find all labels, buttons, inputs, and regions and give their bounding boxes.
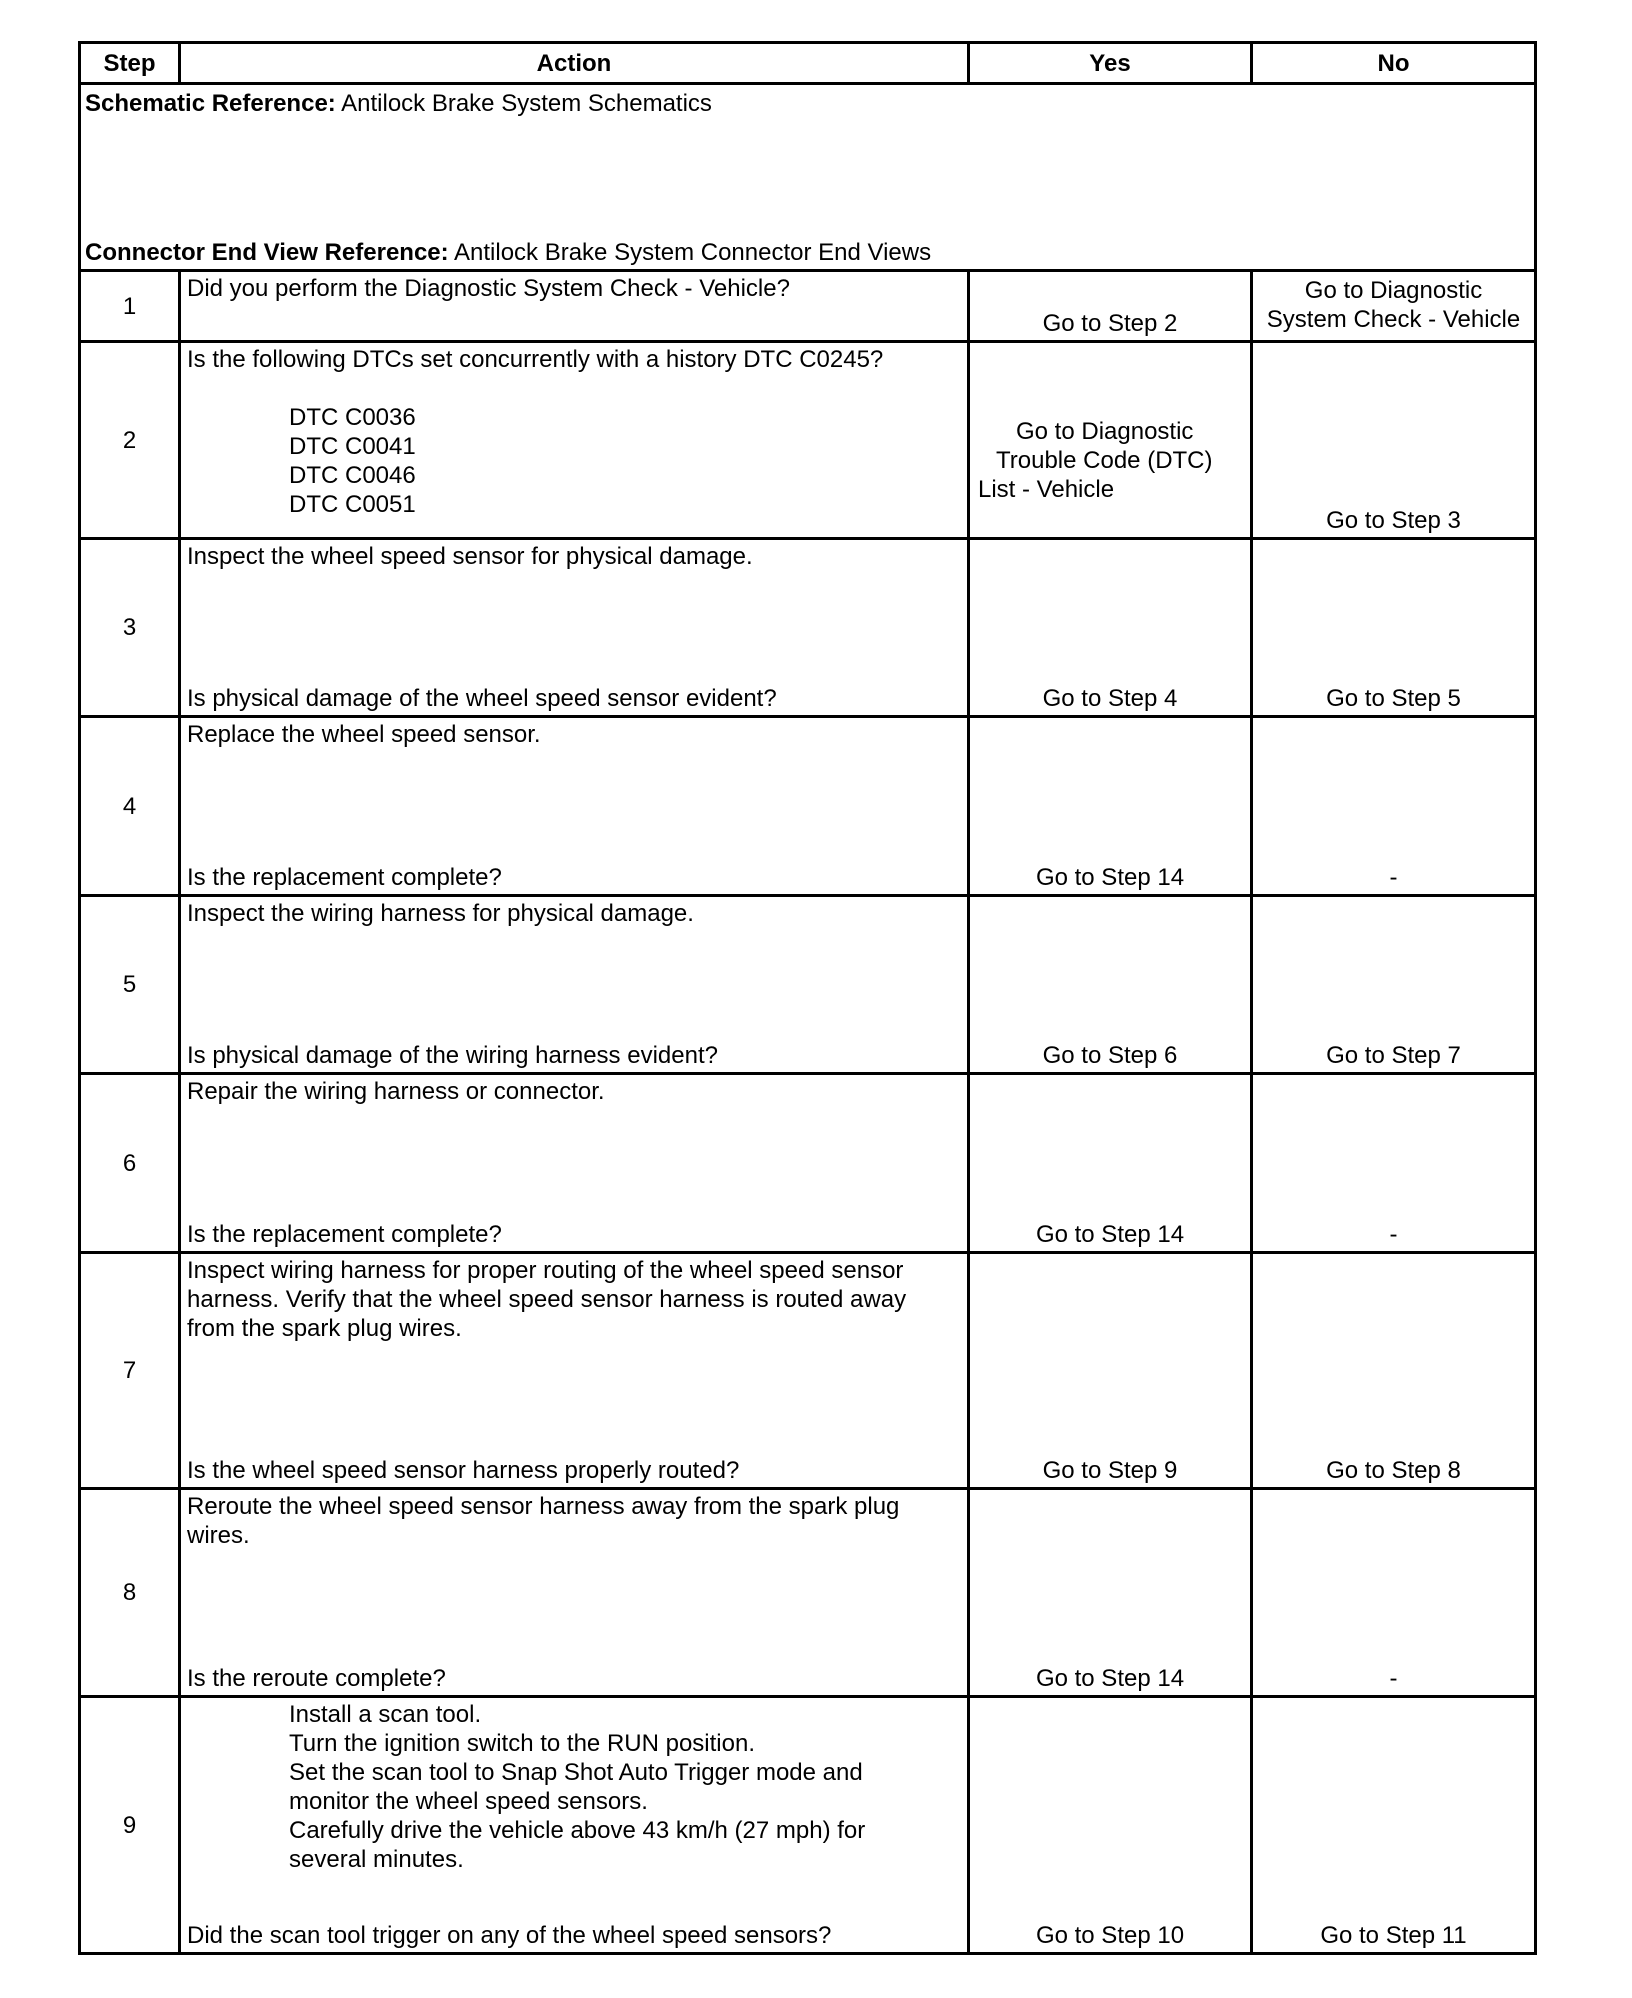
step-action [180,342,969,539]
yes-result: Go to Step 6 [1042,1042,1178,1069]
action-text: Did you perform the Diagnostic System Check - Vehicle? [187,275,790,302]
no-result [1253,276,1534,334]
yes-result: Go to Step 9 [1042,1457,1178,1484]
step-number: 4 [80,717,180,896]
step-action [180,271,969,342]
step-number: 2 [80,342,180,539]
step-action [180,717,969,896]
no-result-line: System Check - Vehicle [1266,306,1521,333]
action-line: Inspect wiring harness for proper routing of the wheel speed sensor [187,1257,904,1284]
no-cell [1252,1074,1536,1253]
action-question: Is the replacement complete? [187,1221,502,1248]
action-line: from the spark plug wires. [187,1315,462,1342]
action-line: several minutes. [289,1846,464,1873]
connector-reference [85,238,931,267]
no-cell [1252,1489,1536,1697]
dtc-list [187,403,961,519]
action-text: Inspect the wiring harness for physical damage. [187,900,694,927]
action-question: Is the wheel speed sensor harness properly routed? [187,1457,740,1484]
action-line: Install a scan tool. [289,1701,482,1728]
step-action [180,1253,969,1489]
connector-reference-value: Antilock Brake System Connector End Views [448,239,932,266]
no-result: - [1389,1665,1398,1692]
yes-cell [969,896,1252,1074]
yes-result: Go to Step 2 [1042,310,1178,337]
action-line: Carefully drive the vehicle above 43 km/h (27 mph) for [289,1817,866,1844]
yes-cell [969,1489,1252,1697]
yes-result-line: Trouble Code (DTC) [996,447,1213,474]
dtc-item: DTC C0051 [289,491,416,518]
header-step: Step [80,43,180,84]
step-row-2 [80,342,1536,539]
no-cell [1252,717,1536,896]
action-line: wires. [187,1522,250,1549]
yes-cell [969,271,1252,342]
no-cell [1252,271,1536,342]
schematic-reference-label: Schematic Reference: [85,90,336,117]
header-row [80,43,1536,84]
no-result: - [1389,864,1398,891]
yes-result: Go to Step 4 [1042,685,1178,712]
action-text: Replace the wheel speed sensor. [187,721,541,748]
reference-cell [80,84,1536,271]
no-cell [1252,539,1536,717]
action-line: monitor the wheel speed sensors. [289,1788,648,1815]
step-row-3 [80,539,1536,717]
yes-result: Go to Step 14 [1035,1665,1185,1692]
no-result-line: Go to Diagnostic [1304,277,1483,304]
action-question: Is the replacement complete? [187,864,502,891]
step-row-6 [80,1074,1536,1253]
action-question: Is the reroute complete? [187,1665,446,1692]
yes-result-line: Go to Diagnostic [1016,418,1194,445]
yes-cell [969,1253,1252,1489]
dtc-item: DTC C0046 [289,462,416,489]
action-text [187,1254,961,1343]
action-line: harness. Verify that the wheel speed sensor harness is routed away [187,1286,907,1313]
action-line: Turn the ignition switch to the RUN position. [289,1730,755,1757]
no-result: Go to Step 11 [1320,1922,1467,1949]
yes-result: Go to Step 10 [1035,1922,1185,1949]
action-text: Inspect the wheel speed sensor for physical damage. [187,543,753,570]
step-row-5 [80,896,1536,1074]
step-number: 7 [80,1253,180,1489]
no-cell [1252,1253,1536,1489]
no-result: Go to Step 7 [1326,1042,1461,1069]
step-row-8 [80,1489,1536,1697]
step-number: 5 [80,896,180,1074]
step-action [180,896,969,1074]
step-row-9 [80,1697,1536,1954]
yes-result [978,417,1238,504]
action-text [187,1490,961,1550]
no-cell [1252,1697,1536,1954]
step-action [180,1697,969,1954]
action-line: Set the scan tool to Snap Shot Auto Trigger mode and [289,1759,863,1786]
action-line: Reroute the wheel speed sensor harness away from the spark plug [187,1493,900,1520]
yes-cell [969,539,1252,717]
connector-reference-label: Connector End View Reference: [85,239,449,266]
step-action [180,1074,969,1253]
header-no: No [1252,43,1536,84]
step-number: 3 [80,539,180,717]
no-result: - [1389,1221,1398,1248]
reference-row [80,84,1536,271]
schematic-reference [85,89,712,118]
step-number: 9 [80,1697,180,1954]
yes-result-line: List - Vehicle [978,476,1115,503]
step-action [180,539,969,717]
step-row-1 [80,271,1536,342]
dtc-item: DTC C0041 [289,433,416,460]
no-result: Go to Step 8 [1326,1457,1461,1484]
step-number: 1 [80,271,180,342]
schematic-reference-value: Antilock Brake System Schematics [335,90,712,117]
header-yes: Yes [969,43,1252,84]
step-number: 8 [80,1489,180,1697]
action-question: Did the scan tool trigger on any of the wheel speed sensors? [187,1922,832,1949]
action-question: Is physical damage of the wiring harness evident? [187,1042,718,1069]
no-result: Go to Step 5 [1326,685,1461,712]
action-question: Is physical damage of the wheel speed sensor evident? [187,685,777,712]
dtc-item: DTC C0036 [289,404,416,431]
yes-cell [969,342,1252,539]
no-cell [1252,896,1536,1074]
step-row-7 [80,1253,1536,1489]
yes-result: Go to Step 14 [1035,864,1185,891]
yes-cell [969,1074,1252,1253]
header-action: Action [180,43,969,84]
action-text: Repair the wiring harness or connector. [187,1078,605,1105]
yes-cell [969,717,1252,896]
diagnostic-table [78,41,1537,1955]
step-row-4 [80,717,1536,896]
step-action [180,1489,969,1697]
step-number: 6 [80,1074,180,1253]
no-result: Go to Step 3 [1326,507,1461,534]
action-list [187,1698,961,1874]
yes-cell [969,1697,1252,1954]
yes-result: Go to Step 14 [1035,1221,1185,1248]
action-text: Is the following DTCs set concurrently with a history DTC C0245? [187,346,884,373]
no-cell [1252,342,1536,539]
